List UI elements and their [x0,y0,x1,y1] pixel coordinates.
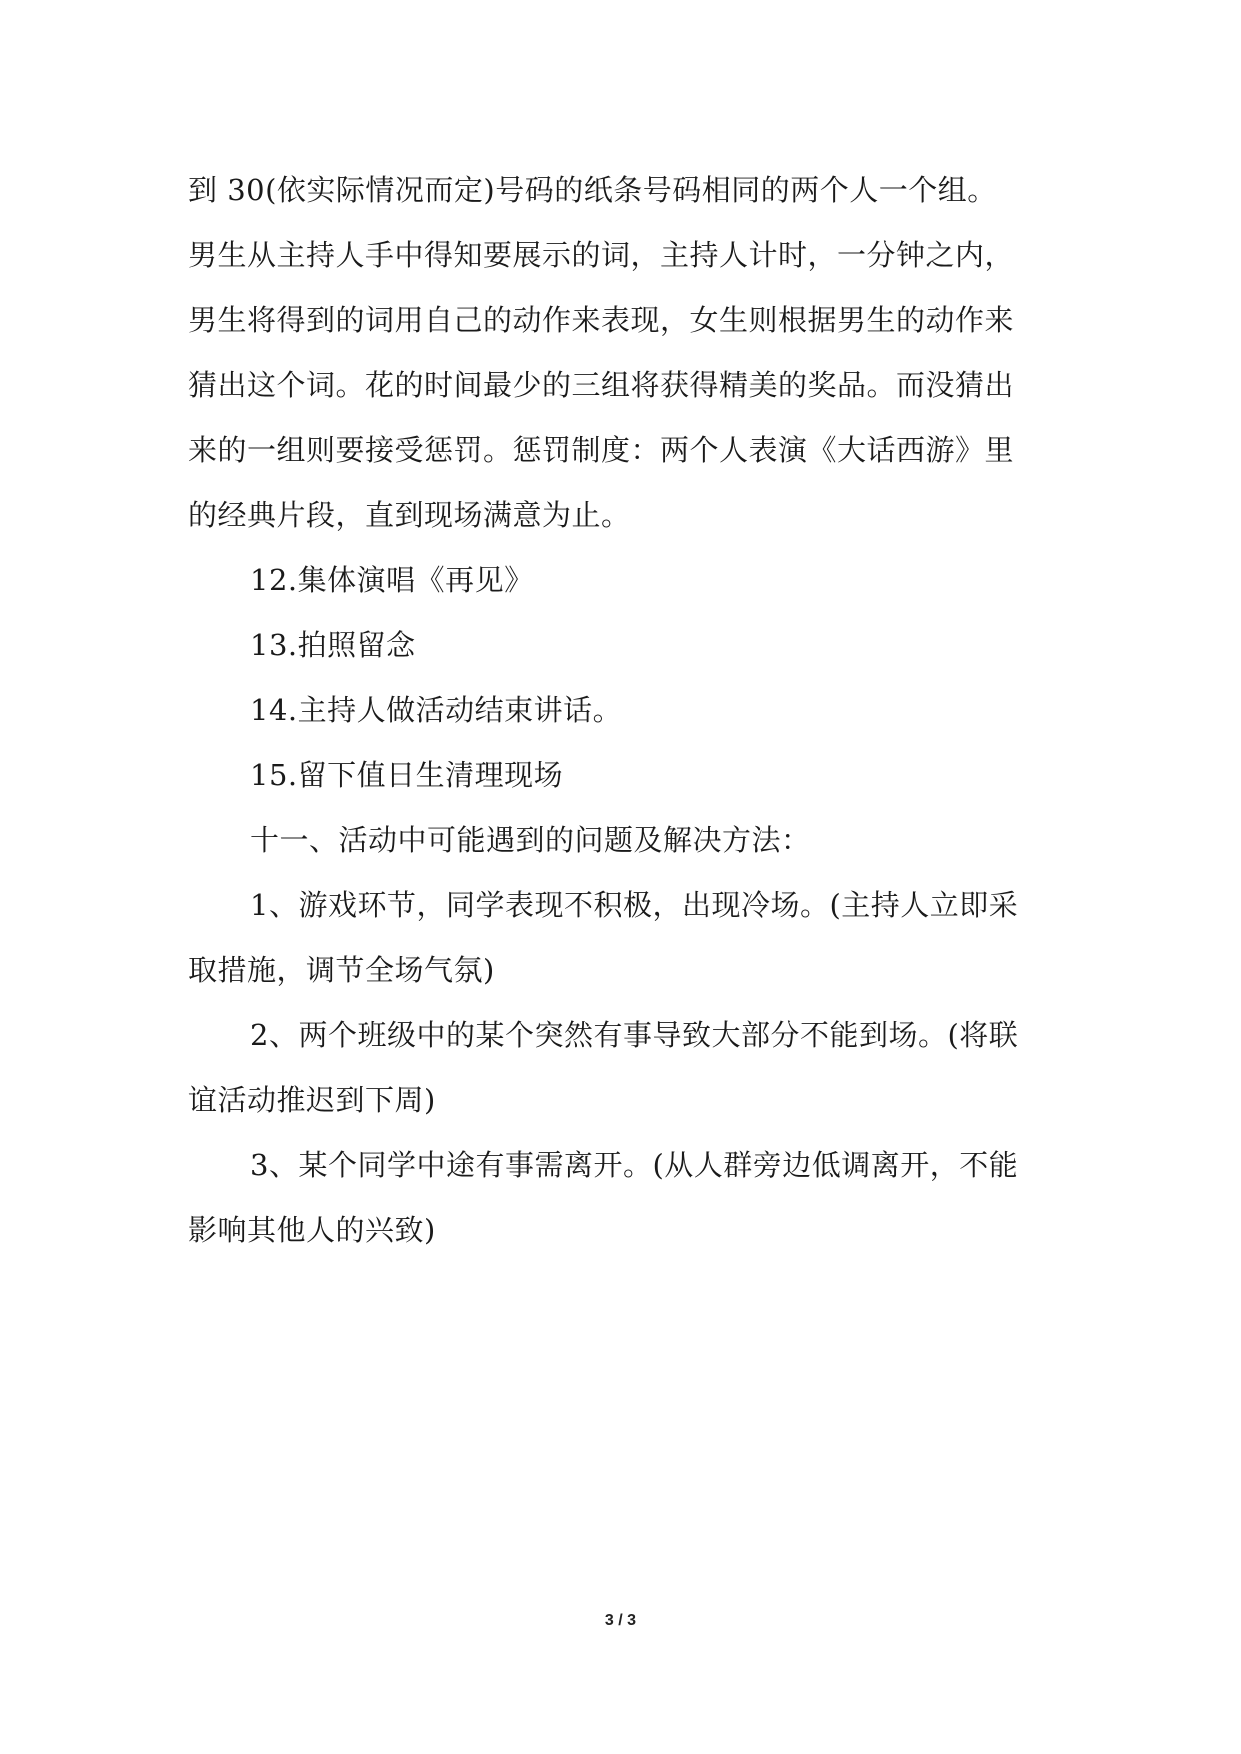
problem-item-2-continued: 谊活动推迟到下周) [188,1083,436,1117]
text-line: 的经典片段，直到现场满意为止。 [188,498,631,532]
document-body [188,158,1056,1263]
problem-item-3-continued: 影响其他人的兴致) [188,1213,436,1247]
text-line: 来的一组则要接受惩罚。惩罚制度：两个人表演《大话西游》里 [188,433,1015,467]
section-heading: 十一、活动中可能遇到的问题及解决方法： [250,823,811,857]
list-item-12: 12.集体演唱《再见》 [250,563,534,597]
text-line: 男生将得到的词用自己的动作来表现，女生则根据男生的动作来 [188,303,1015,337]
list-item-14: 14.主持人做活动结束讲话。 [250,693,623,727]
problem-item-2: 2、两个班级中的某个突然有事导致大部分不能到场。(将联 [250,1018,1019,1052]
page-number: 3 / 3 [604,1612,637,1629]
list-item-15: 15.留下值日生清理现场 [250,758,564,792]
list-item-13: 13.拍照留念 [250,628,416,662]
problem-item-3: 3、某个同学中途有事需离开。(从人群旁边低调离开，不能 [250,1148,1019,1182]
problem-item-1: 1、游戏环节，同学表现不积极，出现冷场。(主持人立即采 [250,888,1019,922]
text-line: 男生从主持人手中得知要展示的词，主持人计时，一分钟之内， [188,238,1015,272]
problem-item-1-continued: 取措施，调节全场气氛) [188,953,495,987]
text-line: 猜出这个词。花的时间最少的三组将获得精美的奖品。而没猜出 [188,368,1015,402]
text-line: 到 30(依实际情况而定)号码的纸条号码相同的两个人一个组。 [188,173,997,207]
